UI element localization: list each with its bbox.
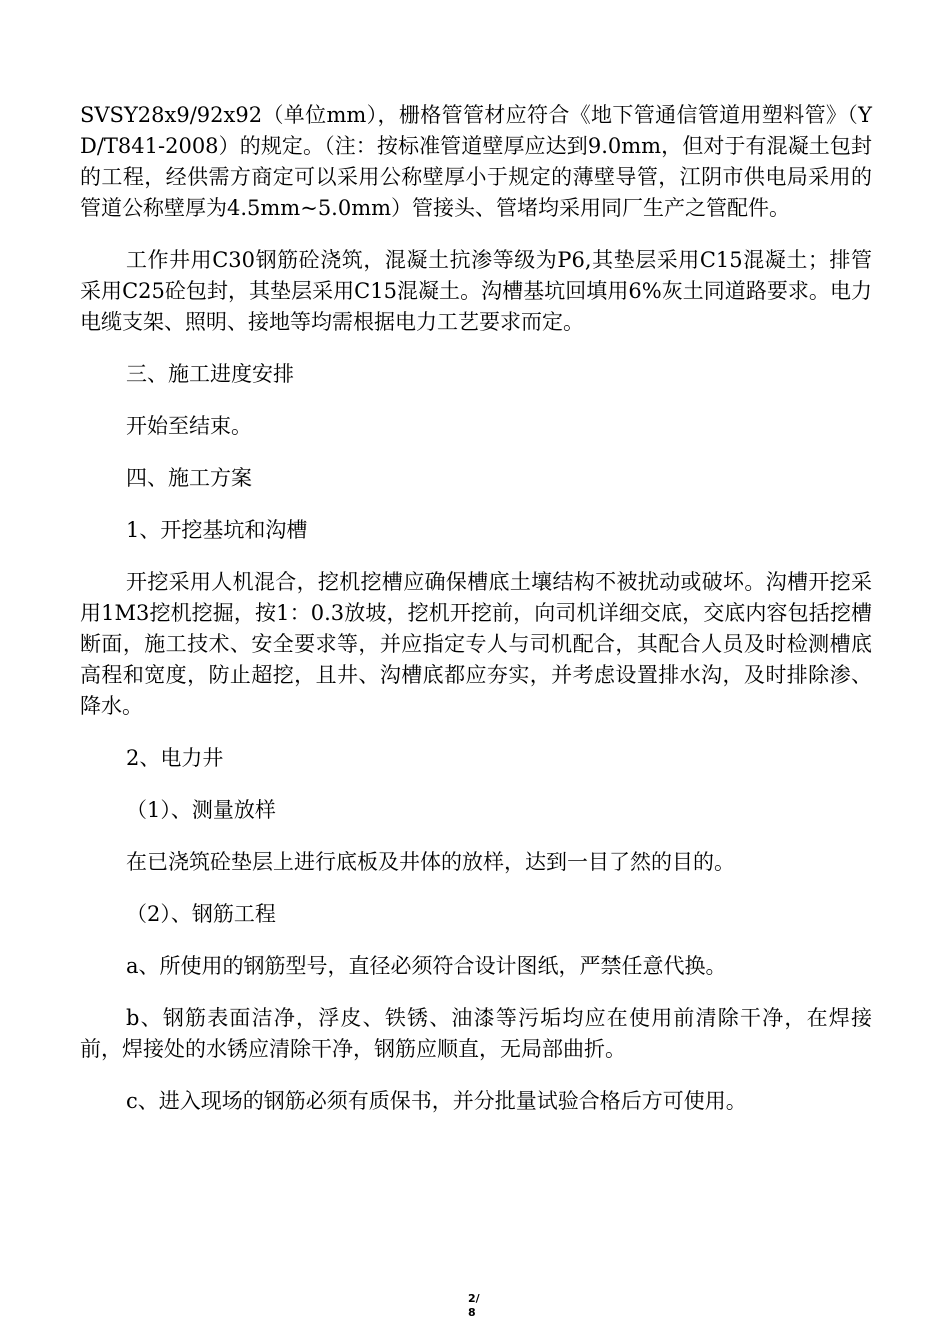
section-heading-construction-plan: 四、施工方案 [126,466,252,490]
page-number [468,1292,498,1320]
paragraph-concrete-spec: 工作井用C30钢筋砼浇筑，混凝土抗渗等级为P6,其垫层采用C15混凝土；排管采用C25砼包封，其垫层采用C15混凝土。沟槽基坑回填用6%灰土同道路要求。电力电缆支架、照明、接地等均需根据电力工艺要求而定。 [80,248,872,334]
list-item-rebar-c: c、进入现场的钢筋必须有质保书，并分批量试验合格后方可使用。 [126,1089,747,1113]
paragraph-excavation: 开挖采用人机混合，挖机挖槽应确保槽底土壤结构不被扰动或破坏。沟槽开挖采用1M3挖机挖掘，按1：0.3放坡，挖机开挖前，向司机详细交底，交底内容包括挖槽断面，施工技术、安全要求等，并应指定专人与司机配合，其配合人员及时检测槽底高程和宽度，防止超挖，且井、沟槽底都应夯实，并考虑设置排水沟，及时排除渗、降水。 [80,570,872,718]
sub-heading-power-well: 2、电力井 [126,746,224,770]
sub-heading-excavation: 1、开挖基坑和沟槽 [126,518,308,542]
page-number-current: 2/ [468,1292,480,1305]
paragraph-survey-layout: 在已浇筑砼垫层上进行底板及井体的放样，达到一目了然的目的。 [126,850,735,874]
document-body [80,100,872,1117]
list-item-rebar-b: b、钢筋表面洁净，浮皮、铁锈、油漆等污垢均应在使用前清除干净，在焊接前，焊接处的水锈应清除干净，钢筋应顺直，无局部曲折。 [80,1006,872,1061]
section-heading-schedule: 三、施工进度安排 [126,362,294,386]
page-number-total: 8 [468,1306,476,1319]
list-item-rebar-a: a、所使用的钢筋型号，直径必须符合设计图纸，严禁任意代换。 [126,954,727,978]
paragraph-pipe-material: SVSY28x9/92x92（单位mm），栅格管管材应符合《地下管通信管道用塑料管》（YD/T841-2008）的规定。（注：按标准管道壁厚应达到9.0mm，但对于有混凝土包封的工程，经供需方商定可以采用公称壁厚小于规定的薄壁导管，江阴市供电局采用的管道公称壁厚为4.5mm~5.0mm）管接头、管堵均采用同厂生产之管配件。 [80,103,872,220]
paragraph-schedule: 开始至结束。 [126,414,252,438]
sub-heading-survey-layout: （1）、测量放样 [126,798,276,822]
sub-heading-rebar-work: （2）、钢筋工程 [126,902,276,926]
